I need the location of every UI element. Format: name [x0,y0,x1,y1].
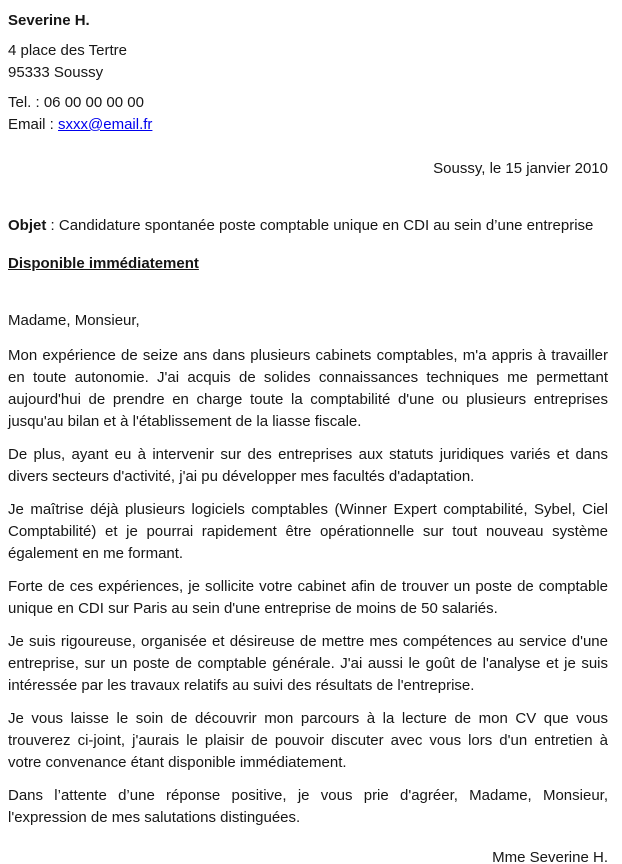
paragraph-qualities: Je suis rigoureuse, organisée et désireuse de mettre mes compétences au service d'une entreprise, sur un poste de comptable générale. J'ai aussi le goût de l'analyse et je suis intéressée par les travaux relatifs au suivi des résultats de l'entreprise. [8,633,608,694]
paragraph-position-sought: Forte de ces expériences, je sollicite votre cabinet afin de trouver un poste de comptable unique en CDI sur Paris au sein d'une entreprise de moins de 50 salariés. [8,578,608,617]
availability-line: Disponible immédiatement [8,255,199,272]
email-label: Email : [8,116,54,133]
paragraph-cv-reference: Je vous laisse le soin de découvrir mon parcours à la lecture de mon CV que vous trouverez ci-joint, j'aurais le plaisir de pouvoir discuter avec vous lors d'un entretien à votre convenance étant disponible immédiatement. [8,710,608,771]
paragraph-experience: Mon expérience de seize ans dans plusieurs cabinets comptables, m'a appris à travailler en toute autonomie. J'ai acquis de solides connaissances techniques me permettant aujourd'hui de prendre en charge toute la comptabilité d'une ou plusieurs entreprises jusqu'au bilan et à l'établissement de la liasse fiscale. [8,347,608,430]
sender-email-line [8,114,608,136]
sender-block [8,10,608,136]
date-line: Soussy, le 15 janvier 2010 [433,160,608,177]
subject-text: Candidature spontanée poste comptable unique en CDI au sein d’une entreprise [58,217,594,234]
paragraph-adaptation: De plus, ayant eu à intervenir sur des entreprises aux statuts juridiques variés et dans divers secteurs d'activité, j'ai pu développer mes facultés d'adaptation. [8,446,608,485]
email-link[interactable]: sxxx@email.fr [58,116,153,133]
subject-line [8,215,608,237]
sender-phone-line: Tel. : 06 00 00 00 00 [8,94,144,111]
sender-name: Severine H. [8,12,90,29]
subject-label: Objet [8,217,47,234]
sender-address-street: 4 place des Tertre [8,42,127,59]
sender-address-city: 95333 Soussy [8,64,104,81]
signature: Mme Severine H. [492,849,608,864]
sender-address [8,40,608,84]
sender-contact [8,92,608,136]
salutation: Madame, Monsieur, [8,312,140,329]
paragraph-closing-formula: Dans l’attente d’une réponse positive, je vous prie d'agréer, Madame, Monsieur, l'expression de mes salutations distinguées. [8,787,608,826]
subject-separator: : [46,217,59,234]
paragraph-software-skills: Je maîtrise déjà plusieurs logiciels comptables (Winner Expert comptabilité, Sybel, Ciel Comptabilité) et je pourrai rapidement être opérationnelle sur tout nouveau système également en me formant. [8,501,608,562]
